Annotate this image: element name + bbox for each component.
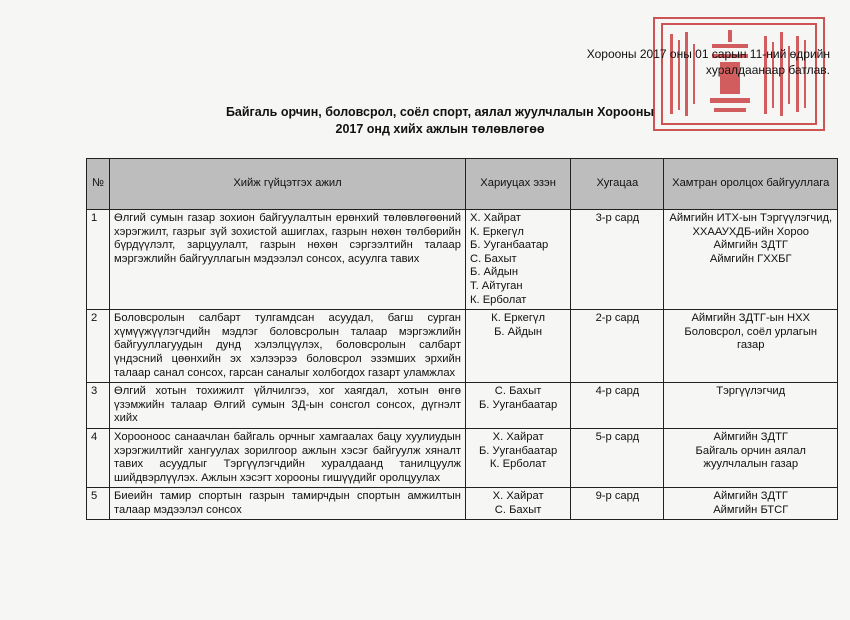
partner-org: ХХААУХДБ-ийн Хороо [692,225,810,238]
header-deadline: Хугацаа [571,159,664,210]
partner-org: Байгаль орчин аялал [695,444,806,457]
table-row [87,488,838,520]
row-number: 3 [87,383,110,429]
partner-org: Аймгийн ЗДТГ [713,490,788,503]
responsible-cell [465,210,570,310]
table-header-row [87,159,838,210]
responsible-person: К. Ерболат [489,458,547,471]
partners-cell [664,488,838,520]
task-cell: Өлгий хотын тохижилт үйлчилгээ, хог хаягдал, хотын өнгө үзэмжийн талаар Өлгий сумын ЗД-ын сонсгол сонсох, дүгнэлт хийх [110,383,466,429]
partner-org: жуулчлалын газар [703,458,799,471]
partners-cell [664,210,838,310]
approval-line-2: хуралдаанаар батлав. [705,63,830,77]
approval-line-1: Хорооны 2017 оны 01 сарын 11-ний өдрийн [586,47,830,61]
deadline-cell: 3-р сард [571,210,664,310]
partners-cell [664,383,838,429]
responsible-cell [465,310,570,383]
partner-org: газар [736,339,765,352]
responsible-person: К. Ерболат [469,293,527,306]
row-number: 2 [87,310,110,383]
table-row [87,428,838,487]
deadline-cell: 5-р сард [571,428,664,487]
table-row [87,310,838,383]
approval-note [587,46,830,78]
header-responsible: Хариуцах эзэн [465,159,570,210]
responsible-cell [465,383,570,429]
header-no: № [87,159,110,210]
responsible-person: Х. Хайрат [469,212,521,224]
responsible-person: Б. Айдын [469,266,519,279]
title-line-2: 2017 онд хийх ажлын төлөвлөгөө [335,122,545,136]
responsible-person: Б. Ууганбаатар [478,444,558,457]
deadline-cell: 2-р сард [571,310,664,383]
partners-cell [664,428,838,487]
task-cell: Өлгий сумын газар зохион байгуулалтын ерөнхий төлөвлөгөөний хэрэгжилт, газрыг зүй зохистой ашиглах, газрын нөхөн төлбөрийн бүрдүүлэлт, зарцуулалт, газрын нөхөн сэргээлтийн талаар мэргэжлийн байгууллагын мэдээлэл сонсох, асуулга тавих [110,210,466,310]
table-row [87,383,838,429]
partner-org: Аймгийн ИТХ-ын Тэргүүлэгчид, [669,212,833,224]
responsible-cell [465,488,570,520]
responsible-person: Х. Хайрат [492,490,544,503]
responsible-person: Б. Ууганбаатар [478,398,558,411]
row-number: 1 [87,210,110,310]
table-row [87,210,838,310]
responsible-person: Б. Ууганбаатар [469,239,549,252]
responsible-person: С. Бахыт [494,385,542,398]
title-line-1: Байгаль орчин, боловсрол, соёл спорт, аялал жуулчлалын Хорооны [225,105,655,119]
row-number: 4 [87,428,110,487]
responsible-person: К. Еркегүл [491,312,546,325]
document-title [180,104,700,138]
header-partners: Хамтран оролцох байгууллага [664,159,838,210]
row-number: 5 [87,488,110,520]
responsible-person: С. Бахыт [494,503,542,516]
partner-org: Аймгийн ГХХБГ [709,252,792,265]
partner-org: Тэргүүлэгчид [716,385,786,398]
partner-org: Аймгийн ЗДТГ [713,239,788,252]
task-cell: Биеийн тамир спортын газрын тамирчдын спортын амжилтын талаар мэдээлэл сонсох [110,488,466,520]
responsible-person: С. Бахыт [469,252,517,265]
partner-org: Аймгийн ЗДТГ-ын НХХ [691,312,811,325]
responsible-cell [465,428,570,487]
partners-cell [664,310,838,383]
responsible-person: Т. Айтуган [469,279,523,292]
responsible-person: Х. Хайрат [492,430,544,443]
task-cell: Хорооноос санаачлан байгаль орчныг хамгаалах бацу хуулиудын хэрэгжилтийг хангуулах зорилгоор ажлын хэсэг байгуулж хяналт тавих асуудлыг Тэргүүлэгчдийн хуралдаанд танилцуулж шийдвэрлүүлэх. Ажлын хэсэгт хорооны гишүүдийг оролцуулах [110,428,466,487]
partner-org: Аймгийн БТСГ [713,503,789,516]
partner-org: Боловсрол, соёл урлагын [684,325,818,338]
task-cell: Боловсролын салбарт тулгамдсан асуудал, багш сурган хүмүүжүүлэгчдийн мэдлэг боловсролын талаар мэргэжлийн байгууллагуудын дунд хэлэлцүүлэх, боловсролын салбарт үндэсний цөөнхийн эх хэлээрээ боловсрол эзэмших эрхийн талаар санал сонсох, гарсан саналыг холбогдох газарт уламжлах [110,310,466,383]
deadline-cell: 4-р сард [571,383,664,429]
partner-org: Аймгийн ЗДТГ [713,430,788,443]
header-task: Хийж гүйцэтгэх ажил [110,159,466,210]
responsible-person: К. Еркегүл [469,225,524,238]
deadline-cell: 9-р сард [571,488,664,520]
responsible-person: Б. Айдын [494,325,543,338]
work-plan-table [86,158,838,520]
